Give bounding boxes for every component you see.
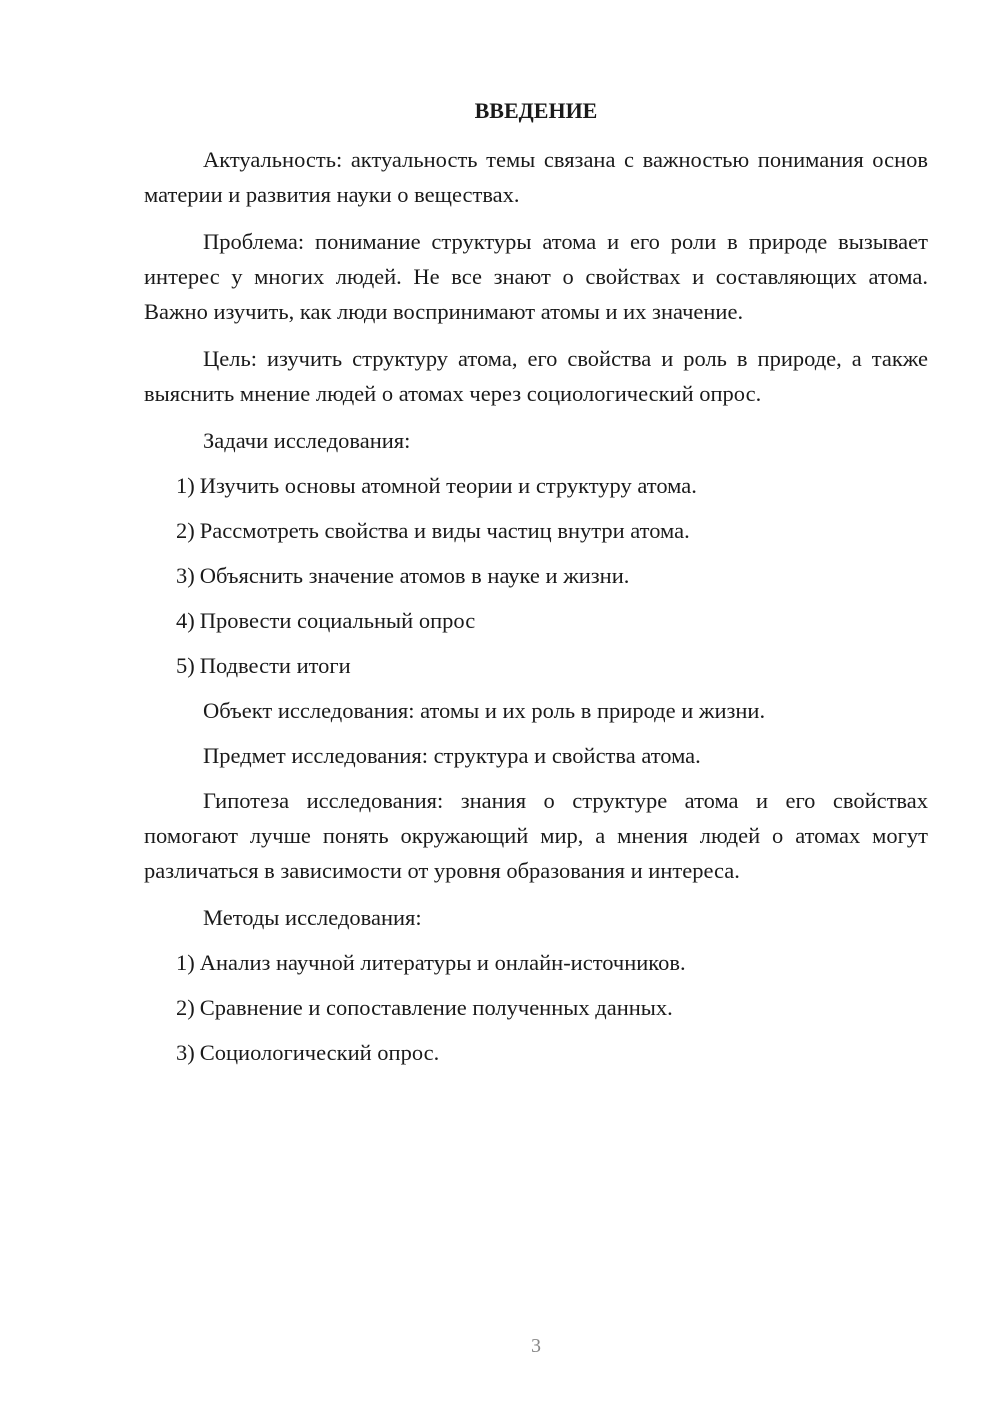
list-item-text: Социологический опрос. bbox=[199, 1040, 440, 1065]
hypothesis-paragraph: Гипотеза исследования: знания о структуре атома и его свойствах помогают лучше понять окружающий мир, а мнения людей о атомах могут различаться в зависимости от уровня образования и интереса. bbox=[144, 788, 928, 883]
list-item-number: 1) bbox=[176, 473, 195, 498]
methods-heading: Методы исследования: bbox=[203, 905, 422, 930]
object-paragraph: Объект исследования: атомы и их роль в природе и жизни. bbox=[203, 698, 766, 723]
list-item-text: Подвести итоги bbox=[199, 653, 351, 678]
list-item bbox=[144, 945, 928, 980]
tasks-heading: Задачи исследования: bbox=[203, 428, 411, 453]
list-item bbox=[144, 990, 928, 1025]
list-item bbox=[144, 648, 928, 683]
list-item-text: Изучить основы атомной теории и структуру атома. bbox=[199, 473, 697, 498]
document-page bbox=[144, 0, 928, 1414]
list-item bbox=[144, 468, 928, 503]
methods-list bbox=[144, 945, 928, 1070]
relevance-paragraph: Актуальность: актуальность темы связана с важностью понимания основ материи и развития науки о веществах. bbox=[144, 147, 928, 207]
document-body bbox=[144, 142, 928, 1070]
page-number: 3 bbox=[531, 1335, 541, 1357]
list-item-number: 1) bbox=[176, 950, 195, 975]
list-item-text: Рассмотреть свойства и виды частиц внутри атома. bbox=[199, 518, 690, 543]
subject-paragraph: Предмет исследования: структура и свойства атома. bbox=[203, 743, 701, 768]
page-title: ВВЕДЕНИЕ bbox=[474, 98, 598, 123]
list-item-number: 3) bbox=[176, 1040, 195, 1065]
list-item-number: 5) bbox=[176, 653, 195, 678]
list-item-number: 2) bbox=[176, 995, 195, 1020]
list-item bbox=[144, 558, 928, 593]
list-item bbox=[144, 603, 928, 638]
list-item bbox=[144, 1035, 928, 1070]
problem-paragraph: Проблема: понимание структуры атома и его роли в природе вызывает интерес у многих людей. Не все знают о свойствах и составляющих атома. Важно изучить, как люди воспринимают атомы и их значение. bbox=[144, 229, 928, 324]
list-item-text: Анализ научной литературы и онлайн-источников. bbox=[199, 950, 686, 975]
list-item-text: Объяснить значение атомов в науке и жизни. bbox=[199, 563, 630, 588]
list-item-number: 2) bbox=[176, 518, 195, 543]
tasks-list bbox=[144, 468, 928, 683]
list-item-number: 3) bbox=[176, 563, 195, 588]
list-item-text: Сравнение и сопоставление полученных данных. bbox=[199, 995, 673, 1020]
list-item-number: 4) bbox=[176, 608, 195, 633]
list-item-text: Провести социальный опрос bbox=[199, 608, 476, 633]
list-item bbox=[144, 513, 928, 548]
goal-paragraph: Цель: изучить структуру атома, его свойства и роль в природе, а также выяснить мнение людей о атомах через социологический опрос. bbox=[144, 346, 928, 406]
